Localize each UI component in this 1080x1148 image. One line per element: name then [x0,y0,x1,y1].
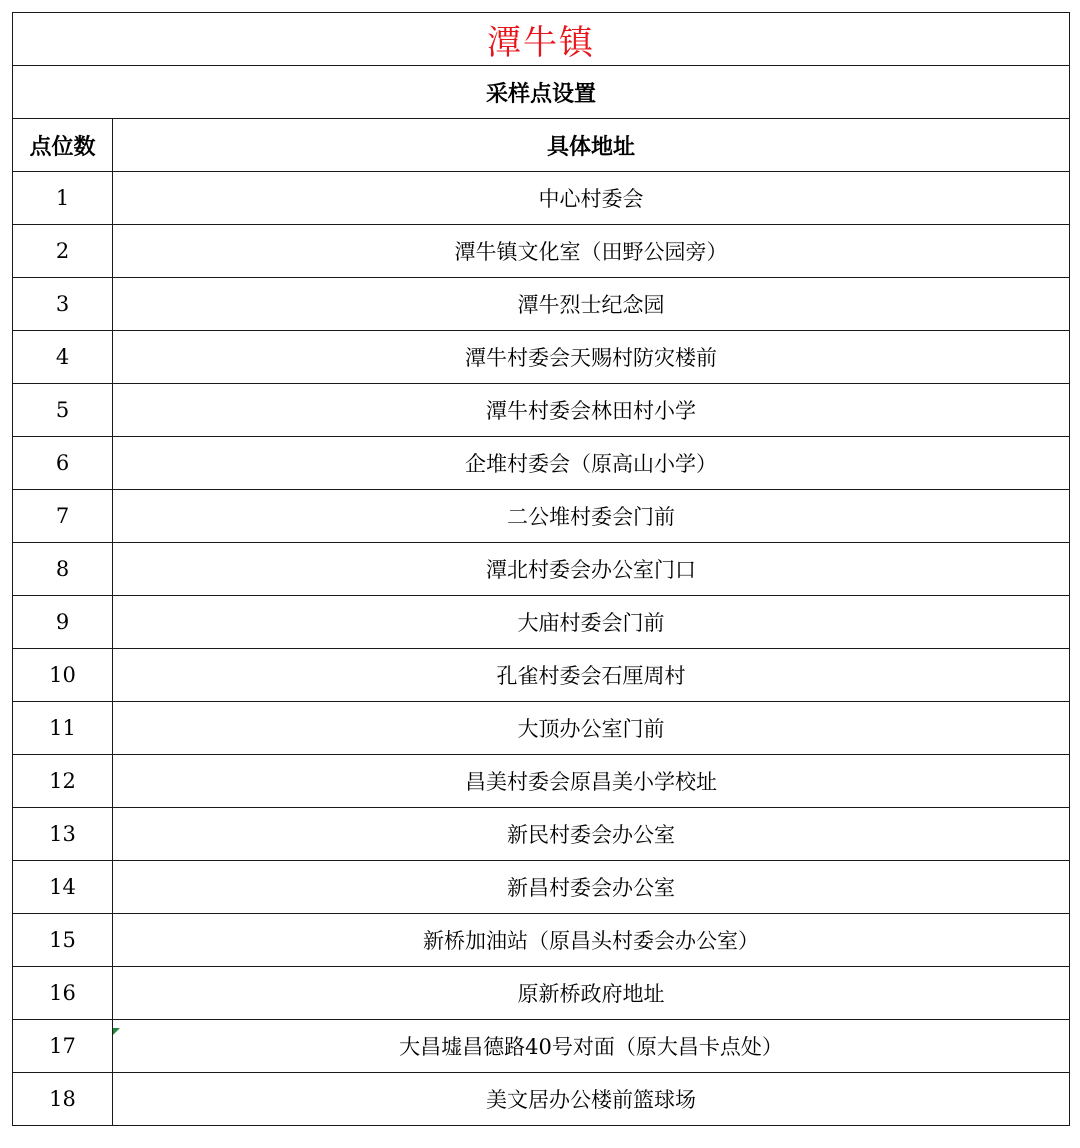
section-title: 采样点设置 [13,66,1070,119]
address-cell: 潭北村委会办公室门口 [113,543,1070,596]
point-number-cell: 3 [13,278,113,331]
point-number-cell: 17 [13,1020,113,1073]
sampling-points-table [12,12,1070,1126]
table-row [13,331,1070,384]
point-number-cell: 13 [13,808,113,861]
table-row [13,861,1070,914]
point-number-cell: 6 [13,437,113,490]
point-number-cell: 14 [13,861,113,914]
table-title: 潭牛镇 [13,13,1070,66]
address-cell: 新桥加油站（原昌头村委会办公室） [113,914,1070,967]
header-row [13,119,1070,172]
point-number-cell: 16 [13,967,113,1020]
table-row [13,543,1070,596]
sampling-points-sheet [12,12,1069,1126]
table-row [13,967,1070,1020]
address-cell: 美文居办公楼前篮球场 [113,1073,1070,1126]
point-number-cell: 9 [13,596,113,649]
address-cell: 潭牛镇文化室（田野公园旁） [113,225,1070,278]
section-row [13,66,1070,119]
table-row [13,1073,1070,1126]
point-number-cell: 2 [13,225,113,278]
address-cell: 潭牛村委会林田村小学 [113,384,1070,437]
table-row [13,755,1070,808]
address-cell: 潭牛烈士纪念园 [113,278,1070,331]
point-number-cell: 10 [13,649,113,702]
table-row [13,702,1070,755]
address-cell: 企堆村委会（原高山小学） [113,437,1070,490]
header-number: 点位数 [13,119,113,172]
table-row [13,172,1070,225]
address-cell: 大庙村委会门前 [113,596,1070,649]
table-row [13,914,1070,967]
address-cell: 新昌村委会办公室 [113,861,1070,914]
point-number-cell: 4 [13,331,113,384]
table-row [13,437,1070,490]
table-row [13,225,1070,278]
point-number-cell: 11 [13,702,113,755]
table-row [13,384,1070,437]
table-row [13,596,1070,649]
address-cell: 原新桥政府地址 [113,967,1070,1020]
point-number-cell: 1 [13,172,113,225]
address-cell: 潭牛村委会天赐村防灾楼前 [113,331,1070,384]
header-address: 具体地址 [113,119,1070,172]
address-cell: 中心村委会 [113,172,1070,225]
table-row [13,649,1070,702]
table-row [13,808,1070,861]
point-number-cell: 12 [13,755,113,808]
point-number-cell: 7 [13,490,113,543]
point-number-cell: 8 [13,543,113,596]
point-number-cell: 15 [13,914,113,967]
address-cell: 孔雀村委会石厘周村 [113,649,1070,702]
table-row [13,490,1070,543]
address-cell: 昌美村委会原昌美小学校址 [113,755,1070,808]
table-row [13,278,1070,331]
address-cell: 大昌墟昌德路40号对面（原大昌卡点处） [113,1020,1070,1073]
title-row [13,13,1070,66]
address-cell: 新民村委会办公室 [113,808,1070,861]
point-number-cell: 18 [13,1073,113,1126]
table-row [13,1020,1070,1073]
cell-comment-marker [113,1028,120,1035]
point-number-cell: 5 [13,384,113,437]
address-cell: 大顶办公室门前 [113,702,1070,755]
address-cell: 二公堆村委会门前 [113,490,1070,543]
